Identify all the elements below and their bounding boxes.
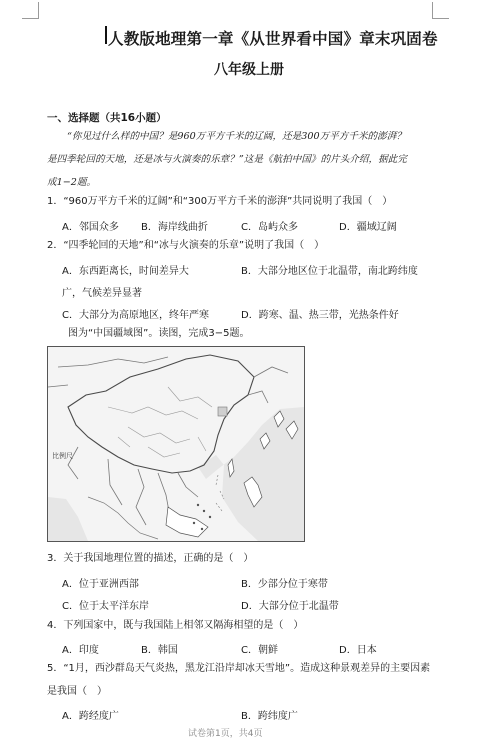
option-b: B．海岸线曲折 [141, 222, 208, 233]
option-a: A．跨经度广 [62, 711, 119, 722]
option-b: B．跨纬度广 [241, 711, 298, 722]
option-d: D．跨寒、温、热三带，光热条件好 [241, 310, 399, 321]
question-stem: 2．“四季轮回的天地”和“冰与火演奏的乐章”说明了我国（ ） [47, 240, 325, 251]
page-corner-mark-right [432, 2, 449, 19]
question-stem: 1．“960万平方千米的辽阔”和“300万平方千米的澎湃”共同说明了我国（ ） [47, 196, 393, 207]
question-stem: 4．下列国家中，既与我国陆上相邻又隔海相望的是（ ） [47, 620, 304, 631]
option-c: C．岛屿众多 [241, 222, 298, 233]
passage-line: “你见过什么样的中国？是960万平方千米的辽阔，还是300万平方千米的澎湃？ [67, 131, 406, 142]
passage-line: 成1−2题。 [47, 177, 97, 188]
passage-line: 是四季轮回的天地，还是冰与火演奏的乐章？”这是《航拍中国》的片头介绍，据此完 [47, 154, 407, 165]
option-a: A．位于亚洲西部 [62, 579, 139, 590]
option-c: C．大部分为高原地区，终年严寒 [62, 310, 209, 321]
option-d: D．大部分位于北温带 [241, 601, 339, 612]
option-b: B．少部分位于寒带 [241, 579, 328, 590]
option-d: D．疆域辽阔 [339, 222, 397, 233]
option-a: A．东西距离长，时间差异大 [62, 266, 189, 277]
question-stem-continued: 是我国（ ） [47, 686, 107, 697]
option-a: A．印度 [62, 645, 99, 656]
document-subtitle: 八年级上册 [214, 62, 284, 78]
map-drawing [48, 347, 304, 541]
option-b-continued: 广，气候差异显著 [62, 288, 142, 299]
page-footer: 试卷第1页，共4页 [188, 729, 263, 739]
question-stem: 5．“1月，西沙群岛天气炎热，黑龙江沿岸却冰天雪地”。造成这种景观差异的主要因素 [47, 663, 431, 674]
option-b: B．大部分地区位于北温带，南北跨纬度 [241, 266, 418, 277]
option-d: D．日本 [339, 645, 377, 656]
map-label: 比例尺 [52, 452, 73, 460]
section-heading: 一、选择题（共16小题） [47, 112, 167, 124]
text-cursor [105, 26, 107, 44]
option-c: C．朝鲜 [241, 645, 278, 656]
option-c: C．位于太平洋东岸 [62, 601, 149, 612]
option-a: A．邻国众多 [62, 222, 119, 233]
question-stem: 3．关于我国地理位置的描述，正确的是（ ） [47, 553, 254, 564]
option-b: B．韩国 [141, 645, 178, 656]
map-intro: 图为“中国疆域图”。读图，完成3−5题。 [68, 328, 250, 339]
china-territory-map [47, 346, 305, 542]
page-corner-mark-left [22, 2, 39, 19]
document-title: 人教版地理第一章《从世界看中国》章末巩固卷 [108, 29, 438, 48]
